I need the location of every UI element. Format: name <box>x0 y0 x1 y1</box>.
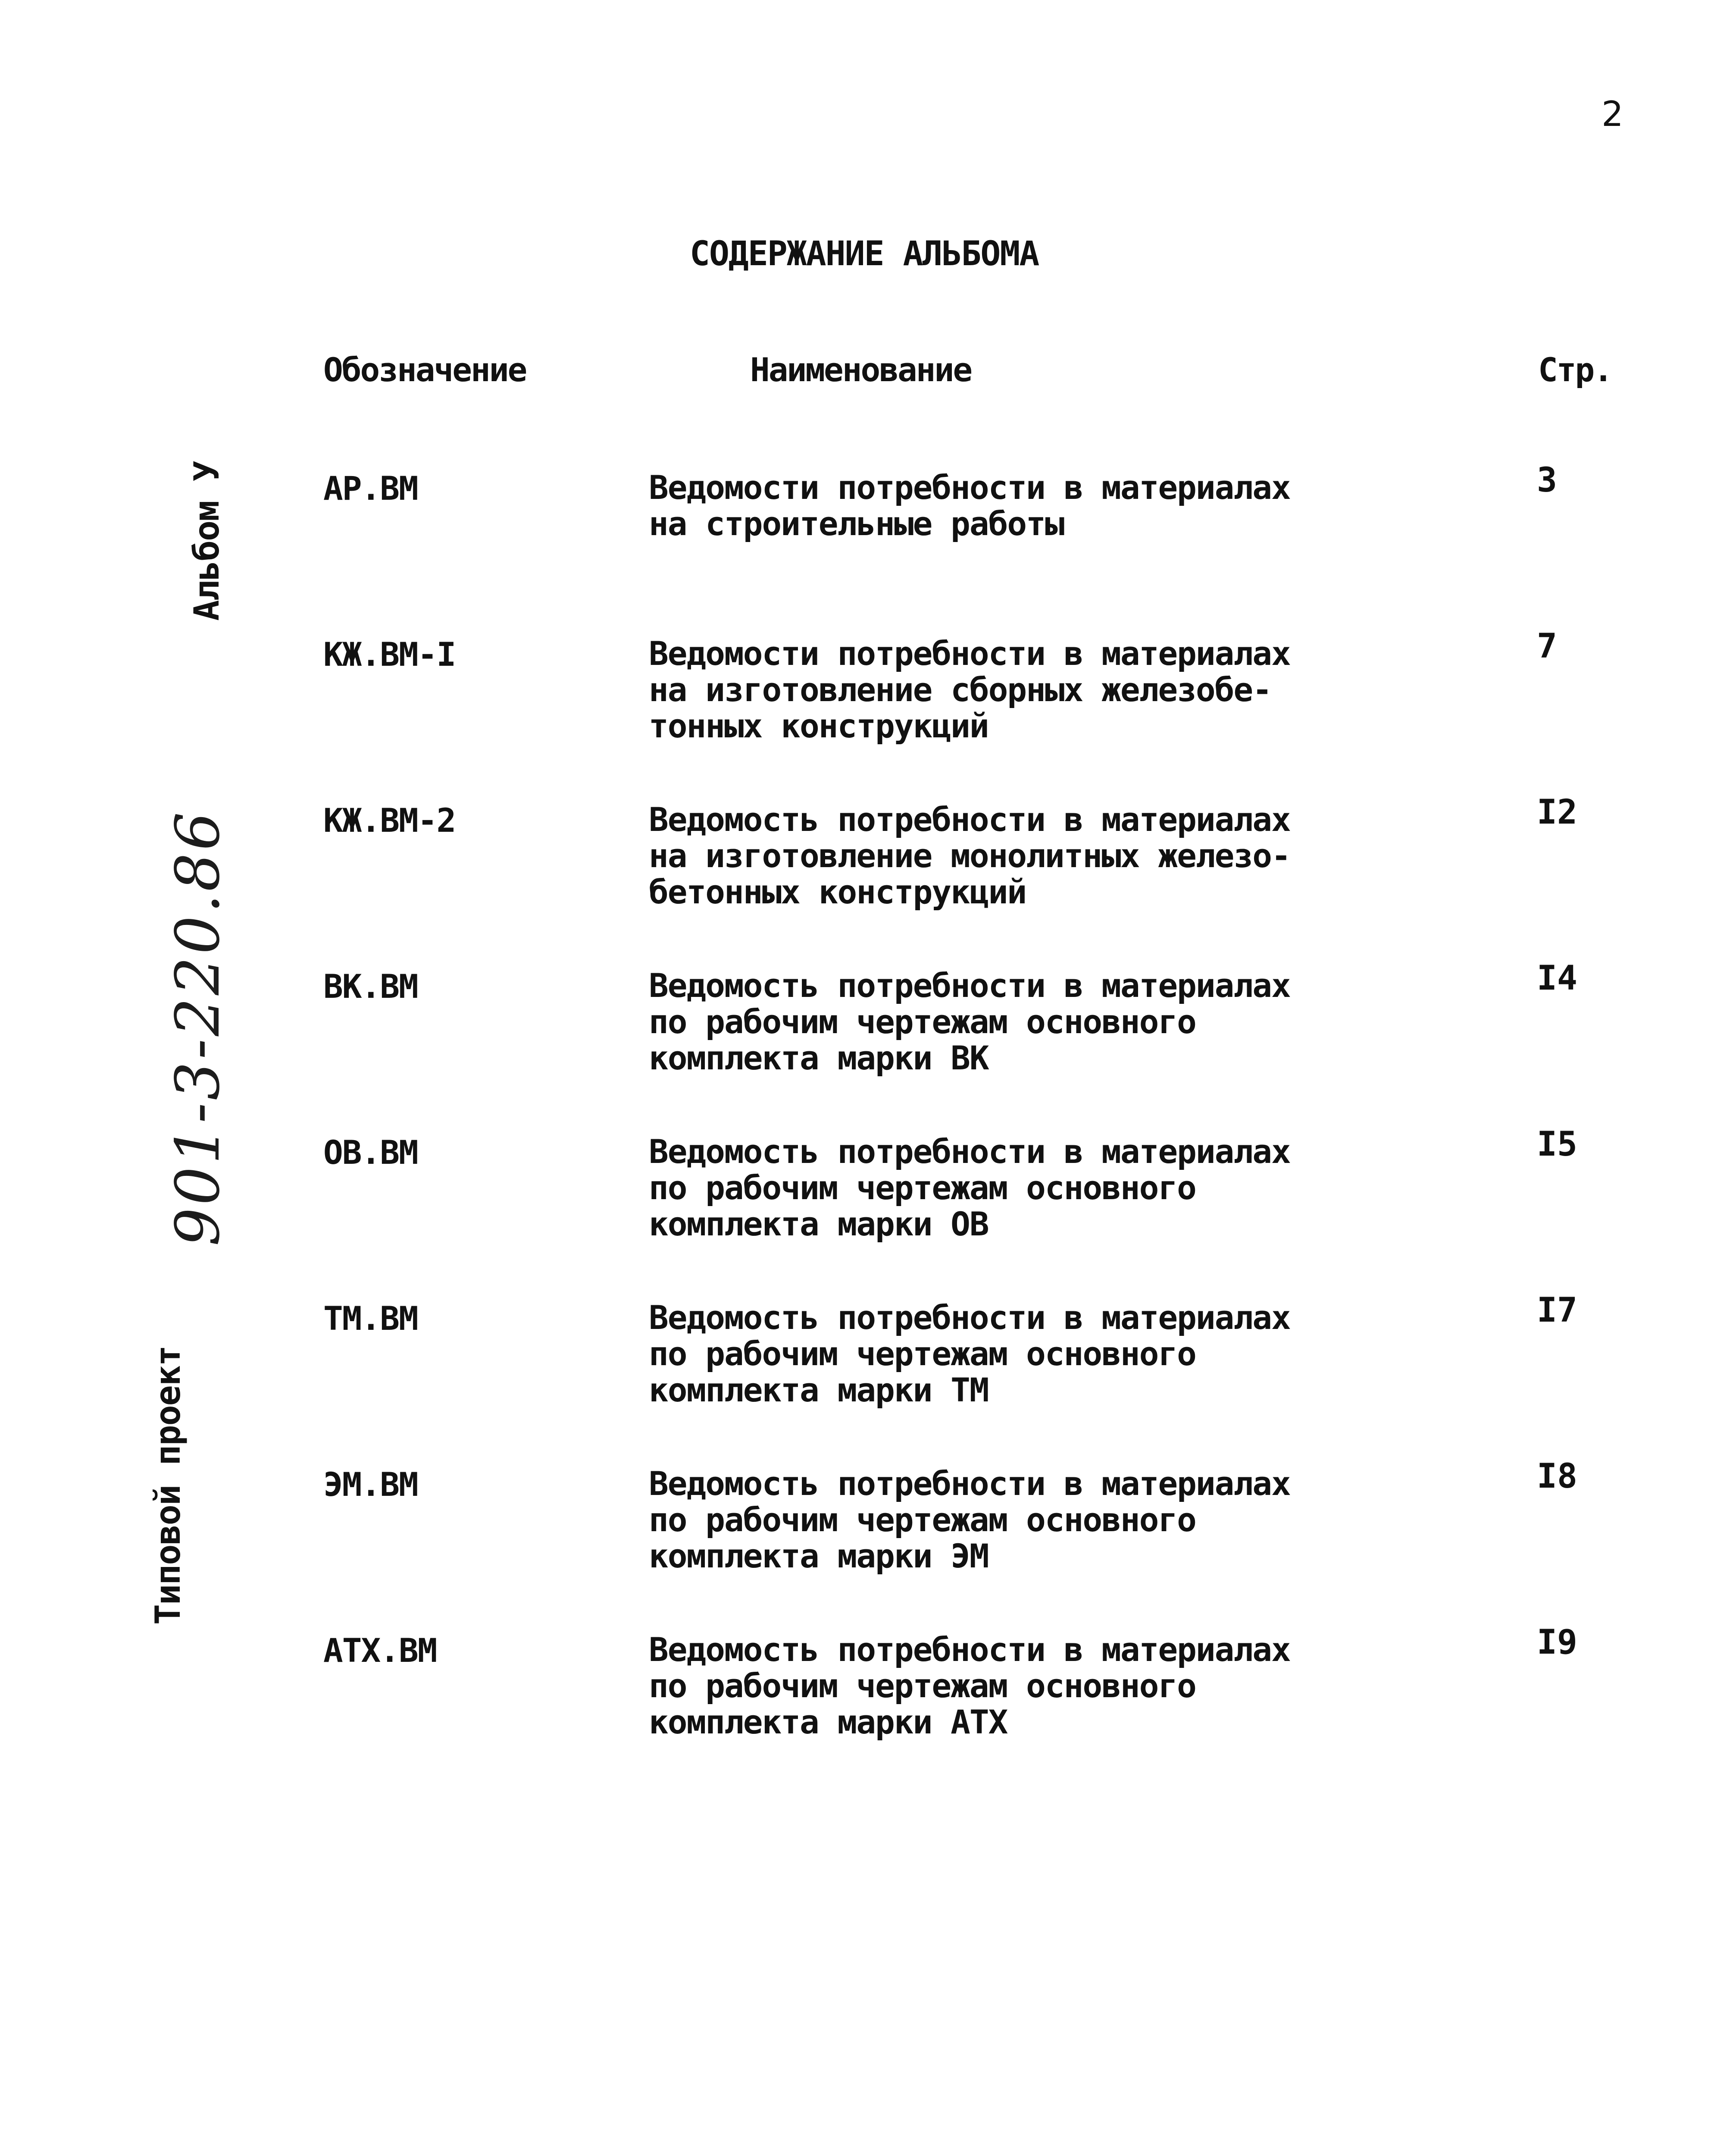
column-header-name: Наименование <box>750 351 972 389</box>
row-name-line: Ведомость потребности в материалах <box>649 966 1290 1005</box>
table-row <box>0 627 1711 796</box>
row-name-line: на строительные работы <box>649 505 1064 543</box>
row-page: I8 <box>1537 1457 1577 1496</box>
row-name-line: Ведомости потребности в материалах <box>649 468 1290 507</box>
side-album-label: Альбом У <box>187 461 227 621</box>
row-name <box>649 1466 1382 1574</box>
page-number: 2 <box>1602 94 1623 134</box>
row-name <box>649 636 1382 744</box>
row-name <box>649 470 1382 542</box>
table-row <box>0 1291 1711 1460</box>
row-name-line: Ведомость потребности в материалах <box>649 800 1290 839</box>
row-name-line: на изготовление монолитных железо- <box>649 837 1290 875</box>
row-name-line: комплекта марки ТМ <box>649 1371 988 1409</box>
table-row <box>0 1125 1711 1294</box>
contents-table <box>0 461 1711 1792</box>
row-name-line: Ведомость потребности в материалах <box>649 1630 1290 1669</box>
row-name-line: по рабочим чертежам основного <box>649 1501 1196 1539</box>
row-code: ЭМ.ВМ <box>323 1465 418 1504</box>
side-project-type: Типовой проект <box>148 1346 188 1625</box>
row-name-line: комплекта марки ЭМ <box>649 1537 988 1575</box>
page-title: СОДЕРЖАНИЕ АЛЬБОМА <box>690 235 1039 273</box>
row-name-line: Ведомость потребности в материалах <box>649 1298 1290 1337</box>
side-project-number: 901-3-220.86 <box>163 809 233 1246</box>
row-name-line: по рабочим чертежам основного <box>649 1169 1196 1207</box>
row-page: I4 <box>1537 959 1577 998</box>
row-code: ТМ.ВМ <box>323 1299 418 1338</box>
row-name <box>649 802 1382 910</box>
column-header-page: Стр. <box>1538 351 1612 389</box>
row-code: АТХ.ВМ <box>323 1631 437 1670</box>
row-page: I9 <box>1537 1623 1577 1662</box>
row-name-line: Ведомость потребности в материалах <box>649 1464 1290 1503</box>
row-name-line: комплекта марки ВК <box>649 1039 988 1077</box>
row-name-line: Ведомости потребности в материалах <box>649 634 1290 673</box>
row-page: 7 <box>1537 627 1557 666</box>
row-code: АР.ВМ <box>323 469 418 508</box>
column-header-code: Обозначение <box>323 351 526 389</box>
row-name-line: бетонных конструкций <box>649 873 1026 911</box>
row-page: I5 <box>1537 1125 1577 1164</box>
row-name <box>649 968 1382 1076</box>
row-code: КЖ.ВМ-2 <box>323 801 456 840</box>
row-name-line: Ведомость потребности в материалах <box>649 1132 1290 1171</box>
row-page: 3 <box>1537 461 1557 500</box>
row-name <box>649 1632 1382 1740</box>
table-row <box>0 1623 1711 1792</box>
row-name <box>649 1134 1382 1242</box>
row-page: I2 <box>1537 793 1577 832</box>
table-row <box>0 1457 1711 1626</box>
row-name <box>649 1300 1382 1408</box>
table-row <box>0 793 1711 962</box>
row-name-line: по рабочим чертежам основного <box>649 1335 1196 1373</box>
row-name-line: на изготовление сборных железобе- <box>649 671 1271 709</box>
row-name-line: по рабочим чертежам основного <box>649 1667 1196 1705</box>
row-name-line: по рабочим чертежам основного <box>649 1003 1196 1041</box>
row-code: ВК.ВМ <box>323 967 418 1006</box>
table-row <box>0 959 1711 1128</box>
row-code: КЖ.ВМ-I <box>323 635 456 674</box>
table-row <box>0 461 1711 630</box>
row-name-line: комплекта марки АТХ <box>649 1703 1007 1741</box>
row-page: I7 <box>1537 1291 1577 1330</box>
row-name-line: комплекта марки ОВ <box>649 1205 988 1243</box>
row-name-line: тонных конструкций <box>649 707 988 745</box>
row-code: ОВ.ВМ <box>323 1133 418 1172</box>
